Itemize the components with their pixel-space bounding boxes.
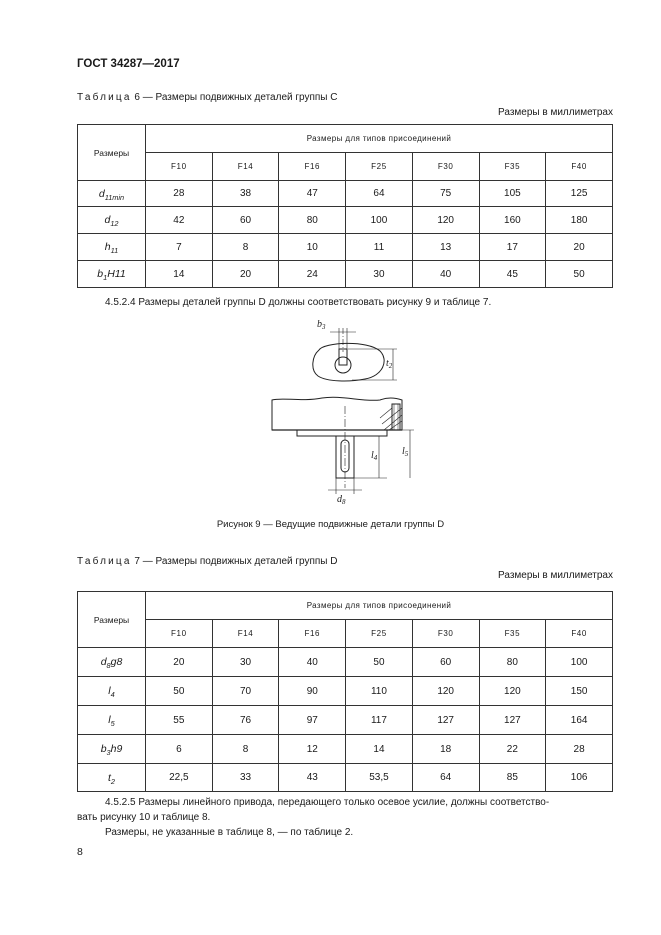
table6-header-row xyxy=(78,153,613,181)
figure9-drawing xyxy=(262,318,422,506)
table-cell: 13 xyxy=(412,234,479,261)
table-cell: 40 xyxy=(279,648,346,677)
table-cell: 110 xyxy=(346,677,413,706)
table7-col-header: F10 xyxy=(146,620,213,648)
table-cell: 22,5 xyxy=(146,764,213,792)
table-cell: 8 xyxy=(212,234,279,261)
table-cell: 43 xyxy=(279,764,346,792)
table7 xyxy=(77,591,613,792)
row-symbol: $b_1H11$ xyxy=(78,261,146,288)
table6-col-header: F14 xyxy=(212,153,279,181)
table6-dim-header: Размеры xyxy=(78,125,146,181)
table7-group-header: Размеры для типов присоединений xyxy=(146,592,613,620)
table-cell: 6 xyxy=(146,735,213,764)
figure9-top-view xyxy=(313,328,397,381)
table7-dim-header: Размеры xyxy=(78,592,146,648)
figure9-label-b3: $b_3$ xyxy=(317,319,326,331)
table6-col-header: F30 xyxy=(412,153,479,181)
table-row xyxy=(78,181,613,207)
table-cell: 80 xyxy=(279,207,346,234)
table7-col-header: F35 xyxy=(479,620,546,648)
table-cell: 38 xyxy=(212,181,279,207)
table-cell: 11 xyxy=(346,234,413,261)
table7-units: Размеры в миллиметрах xyxy=(498,570,613,581)
table-cell: 20 xyxy=(546,234,613,261)
paragraph-4-5-2-5-line1: 4.5.2.5 Размеры линейного привода, передающего только осевое усилие, должны соответство- xyxy=(105,797,550,808)
table-cell: 28 xyxy=(546,735,613,764)
table-cell: 50 xyxy=(346,648,413,677)
row-symbol: $l_5$ xyxy=(78,706,146,735)
table-cell: 127 xyxy=(412,706,479,735)
table-row xyxy=(78,764,613,792)
figure9-label-t2: $t_2$ xyxy=(386,358,393,370)
table-cell: 127 xyxy=(479,706,546,735)
table-cell: 30 xyxy=(212,648,279,677)
table6-group-header: Размеры для типов присоединений xyxy=(146,125,613,153)
page-number: 8 xyxy=(77,846,83,858)
table-cell: 45 xyxy=(479,261,546,288)
table6-caption-prefix: Таблица xyxy=(77,92,132,103)
table-cell: 50 xyxy=(546,261,613,288)
table-cell: 100 xyxy=(546,648,613,677)
table7-caption-prefix: Таблица xyxy=(77,556,132,567)
table-cell: 125 xyxy=(546,181,613,207)
table-cell: 47 xyxy=(279,181,346,207)
table7-col-header: F16 xyxy=(279,620,346,648)
row-symbol: $d_8g8$ xyxy=(78,648,146,677)
table-cell: 117 xyxy=(346,706,413,735)
row-symbol: $b_3h9$ xyxy=(78,735,146,764)
table-cell: 64 xyxy=(412,764,479,792)
table-cell: 10 xyxy=(279,234,346,261)
table-cell: 22 xyxy=(479,735,546,764)
table-cell: 20 xyxy=(212,261,279,288)
figure9-label-l4: $l_4$ xyxy=(371,450,378,462)
table-cell: 120 xyxy=(412,677,479,706)
table-cell: 33 xyxy=(212,764,279,792)
figure9-side-view xyxy=(272,397,414,494)
table-cell: 97 xyxy=(279,706,346,735)
table-cell: 64 xyxy=(346,181,413,207)
figure9-label-d8: $d_8$ xyxy=(337,494,346,506)
figure9-label-l5: $l_5$ xyxy=(402,446,409,458)
table6-col-header: F25 xyxy=(346,153,413,181)
table-cell: 180 xyxy=(546,207,613,234)
table-cell: 60 xyxy=(212,207,279,234)
table-cell: 100 xyxy=(346,207,413,234)
row-symbol: $t_2$ xyxy=(78,764,146,792)
table-cell: 60 xyxy=(412,648,479,677)
table-cell: 8 xyxy=(212,735,279,764)
table-cell: 20 xyxy=(146,648,213,677)
table-row xyxy=(78,207,613,234)
table-cell: 17 xyxy=(479,234,546,261)
table-cell: 106 xyxy=(546,764,613,792)
table-cell: 70 xyxy=(212,677,279,706)
paragraph-4-5-2-5-line3: Размеры, не указанные в таблице 8, — по таблице 2. xyxy=(105,827,354,838)
table-cell: 42 xyxy=(146,207,213,234)
table-cell: 80 xyxy=(479,648,546,677)
table-cell: 76 xyxy=(212,706,279,735)
table-cell: 90 xyxy=(279,677,346,706)
row-symbol: $d_{11min}$ xyxy=(78,181,146,207)
table-cell: 164 xyxy=(546,706,613,735)
table-cell: 53,5 xyxy=(346,764,413,792)
table6-units: Размеры в миллиметрах xyxy=(498,107,613,118)
table-cell: 14 xyxy=(346,735,413,764)
table-cell: 40 xyxy=(412,261,479,288)
table-cell: 18 xyxy=(412,735,479,764)
table-cell: 85 xyxy=(479,764,546,792)
table-cell: 55 xyxy=(146,706,213,735)
row-symbol: $h_{11}$ xyxy=(78,234,146,261)
table7-col-header: F40 xyxy=(546,620,613,648)
document-code: ГОСТ 34287—2017 xyxy=(77,58,180,70)
table-cell: 7 xyxy=(146,234,213,261)
paragraph-4-5-2-5-line2: вать рисунку 10 и таблице 8. xyxy=(77,812,211,823)
table-row xyxy=(78,735,613,764)
table6-col-header: F40 xyxy=(546,153,613,181)
table-cell: 30 xyxy=(346,261,413,288)
table6-col-header: F35 xyxy=(479,153,546,181)
table7-caption xyxy=(77,556,337,567)
table6 xyxy=(77,124,613,288)
table-cell: 50 xyxy=(146,677,213,706)
table-row xyxy=(78,261,613,288)
table6-caption-text: 6 — Размеры подвижных деталей группы С xyxy=(131,92,338,103)
table-row xyxy=(78,234,613,261)
table6-col-header: F16 xyxy=(279,153,346,181)
table-cell: 28 xyxy=(146,181,213,207)
table-cell: 120 xyxy=(412,207,479,234)
table7-col-header: F30 xyxy=(412,620,479,648)
table-cell: 160 xyxy=(479,207,546,234)
table7-caption-text: 7 — Размеры подвижных деталей группы D xyxy=(131,556,338,567)
table-row xyxy=(78,706,613,735)
table-cell: 24 xyxy=(279,261,346,288)
table7-header-row xyxy=(78,620,613,648)
paragraph-4-5-2-4: 4.5.2.4 Размеры деталей группы D должны соответствовать рисунку 9 и таблице 7. xyxy=(105,297,492,308)
table7-col-header: F14 xyxy=(212,620,279,648)
table-row xyxy=(78,648,613,677)
table-cell: 14 xyxy=(146,261,213,288)
table-cell: 75 xyxy=(412,181,479,207)
table-row xyxy=(78,677,613,706)
row-symbol: $l_4$ xyxy=(78,677,146,706)
table7-col-header: F25 xyxy=(346,620,413,648)
row-symbol: $d_{12}$ xyxy=(78,207,146,234)
table6-caption xyxy=(77,92,337,103)
table-cell: 150 xyxy=(546,677,613,706)
table-cell: 12 xyxy=(279,735,346,764)
table-cell: 120 xyxy=(479,677,546,706)
figure9-caption: Рисунок 9 — Ведущие подвижные детали группы D xyxy=(216,519,445,530)
table-cell: 105 xyxy=(479,181,546,207)
table6-col-header: F10 xyxy=(146,153,213,181)
